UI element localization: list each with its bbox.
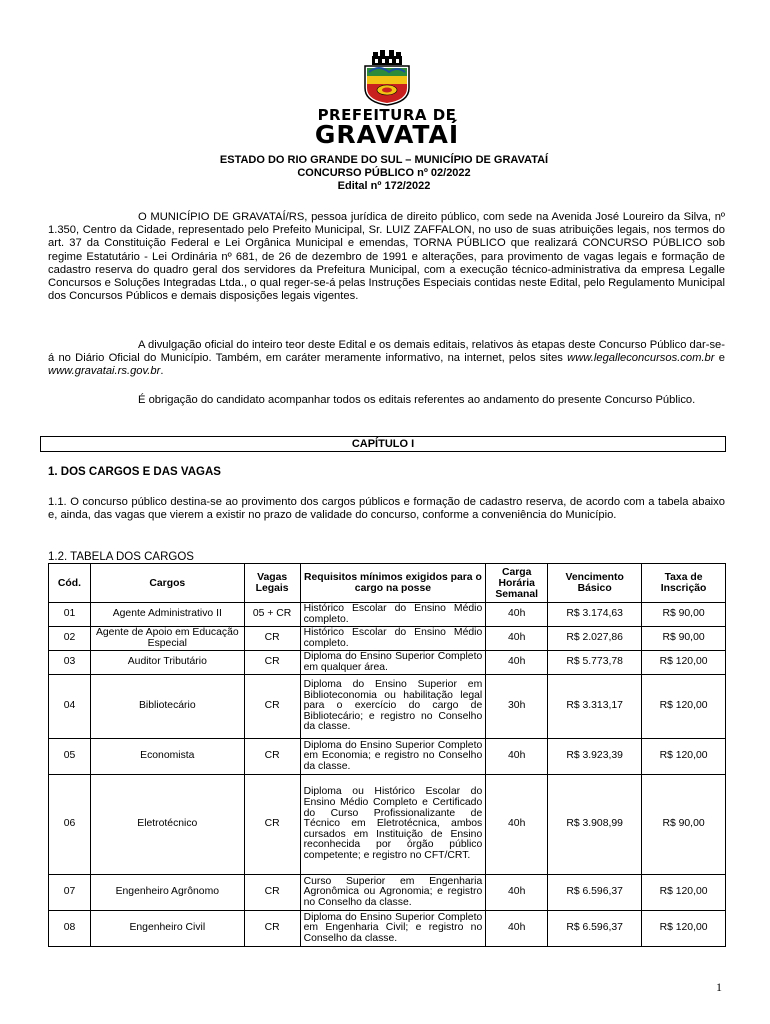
cell-cod: 08 bbox=[49, 911, 91, 947]
cell-vagas: CR bbox=[244, 675, 300, 739]
cell-cargo: Agente de Apoio em Educação Especial bbox=[90, 627, 244, 651]
cell-cargo: Engenheiro Civil bbox=[90, 911, 244, 947]
site-link-gravatai[interactable]: www.gravatai.rs.gov.br bbox=[48, 365, 161, 378]
cell-requisitos: Histórico Escolar do Ensino Médio completo. bbox=[300, 603, 486, 627]
cell-vagas: CR bbox=[244, 739, 300, 775]
cell-cargo: Economista bbox=[90, 739, 244, 775]
cell-taxa: R$ 90,00 bbox=[642, 627, 726, 651]
document-header bbox=[40, 154, 728, 193]
cell-cargo: Eletrotécnico bbox=[90, 775, 244, 875]
header-cargos: Cargos bbox=[90, 564, 244, 603]
cell-carga: 40h bbox=[486, 739, 548, 775]
cell-vagas: CR bbox=[244, 875, 300, 911]
cell-cod: 07 bbox=[49, 875, 91, 911]
cell-vagas: CR bbox=[244, 627, 300, 651]
logo-line-2: GRAVATAÍ bbox=[314, 120, 460, 149]
cell-carga: 40h bbox=[486, 651, 548, 675]
cell-taxa: R$ 90,00 bbox=[642, 775, 726, 875]
header-carga: Carga Horária Semanal bbox=[486, 564, 548, 603]
intro-paragraph-3: É obrigação do candidato acompanhar todos os editais referentes ao andamento do presente Concurso Público. bbox=[138, 394, 696, 406]
cell-carga: 30h bbox=[486, 675, 548, 739]
cell-vagas: 05 + CR bbox=[244, 603, 300, 627]
cell-vagas: CR bbox=[244, 651, 300, 675]
table-row bbox=[49, 875, 726, 911]
cell-carga: 40h bbox=[486, 627, 548, 651]
cell-vencimento: R$ 6.596,37 bbox=[548, 875, 642, 911]
cell-requisitos: Diploma do Ensino Superior Completo em Economia; e registro no Conselho da classe. bbox=[300, 739, 486, 775]
cell-cargo: Engenheiro Agrônomo bbox=[90, 875, 244, 911]
prefeitura-logo bbox=[312, 50, 462, 160]
cell-requisitos: Diploma do Ensino Superior Completo em qualquer área. bbox=[300, 651, 486, 675]
table-header-row bbox=[49, 564, 726, 603]
cell-vencimento: R$ 3.313,17 bbox=[548, 675, 642, 739]
cell-vencimento: R$ 5.773,78 bbox=[548, 651, 642, 675]
intro-paragraph-2-connector: e bbox=[714, 352, 725, 365]
cell-carga: 40h bbox=[486, 911, 548, 947]
cell-requisitos: Histórico Escolar do Ensino Médio completo. bbox=[300, 627, 486, 651]
cell-cod: 05 bbox=[49, 739, 91, 775]
cell-requisitos: Diploma do Ensino Superior em Biblioteconomia ou habilitação legal para o exercício do cargo de Bibliotecário; e registro no Conselho da classe. bbox=[300, 675, 486, 739]
cell-taxa: R$ 120,00 bbox=[642, 651, 726, 675]
chapter-heading: CAPÍTULO I bbox=[40, 436, 726, 452]
table-row bbox=[49, 739, 726, 775]
header-vagas: Vagas Legais bbox=[244, 564, 300, 603]
table-row bbox=[49, 911, 726, 947]
header-contest-line: CONCURSO PÚBLICO nº 02/2022 bbox=[297, 167, 471, 179]
cell-carga: 40h bbox=[486, 875, 548, 911]
header-cod: Cód. bbox=[49, 564, 91, 603]
cell-taxa: R$ 120,00 bbox=[642, 911, 726, 947]
cell-vencimento: R$ 2.027,86 bbox=[548, 627, 642, 651]
intro-paragraph-2 bbox=[48, 339, 725, 379]
cell-cod: 06 bbox=[49, 775, 91, 875]
cell-requisitos: Diploma ou Histórico Escolar do Ensino Médio Completo e Certificado do Curso Profissionalizante de Técnico em Eletrotécnica, ambos cursados em Instituição de Ensino reconhecida por órgão público competente; e registro no CFT/CRT. bbox=[300, 775, 486, 875]
cell-cargo: Bibliotecário bbox=[90, 675, 244, 739]
table-row bbox=[49, 627, 726, 651]
table-row bbox=[49, 603, 726, 627]
cell-taxa: R$ 90,00 bbox=[642, 603, 726, 627]
page-number: 1 bbox=[716, 980, 722, 994]
intro-paragraph-1: O MUNICÍPIO DE GRAVATAÍ/RS, pessoa jurídica de direito público, com sede na Avenida José Loureiro da Silva, nº 1.350, Centro da Cidade, representado pelo Prefeito Municipal, Sr. LUIZ ZAFFALON, no uso de suas atribuições legais, nos termos do art. 37 da Constituição Federal e Lei Orgânica Municipal e emendas, TORNA PÚBLICO que realizará CONCURSO PÚBLICO sob regime Estatutário - Lei Ordinária nº 681, de 26 de dezembro de 1991 e alterações, para provimento de vagas legais e formação de cadastro reserva do quadro geral dos servidores da Prefeitura Municipal, com a execução técnico-administrativa da empresa Legalle Concursos e Soluções Integradas Ltda., o qual reger-se-á pelas Instruções Especiais contidas neste Edital, pelo Regulamento Municipal dos Concursos Públicos e demais disposições legais vigentes. bbox=[48, 211, 725, 303]
cell-vagas: CR bbox=[244, 775, 300, 875]
table-row bbox=[49, 651, 726, 675]
cell-requisitos: Diploma do Ensino Superior Completo em Engenharia Civil; e registro no Conselho da classe. bbox=[300, 911, 486, 947]
cargos-table bbox=[48, 563, 726, 947]
logo-line-1: PREFEITURA DE bbox=[317, 106, 457, 124]
coat-of-arms-icon bbox=[359, 50, 415, 106]
intro-paragraph-2-end: . bbox=[160, 365, 164, 378]
table-row bbox=[49, 775, 726, 875]
table-row bbox=[49, 675, 726, 739]
cell-cargo: Agente Administrativo II bbox=[90, 603, 244, 627]
cell-cod: 04 bbox=[49, 675, 91, 739]
cell-carga: 40h bbox=[486, 603, 548, 627]
cell-carga: 40h bbox=[486, 775, 548, 875]
site-link-legalle[interactable]: www.legalleconcursos.com.br bbox=[567, 352, 715, 365]
section-title: 1. DOS CARGOS E DAS VAGAS bbox=[48, 466, 221, 478]
cell-requisitos: Curso Superior em Engenharia Agronômica ou Agronomia; e registro no Conselho da classe. bbox=[300, 875, 486, 911]
cell-cod: 02 bbox=[49, 627, 91, 651]
cell-taxa: R$ 120,00 bbox=[642, 875, 726, 911]
header-edital-line: Edital nº 172/2022 bbox=[337, 180, 431, 192]
section-paragraph: 1.1. O concurso público destina-se ao provimento dos cargos públicos e formação de cadastro reserva, de acordo com a tabela abaixo e, ainda, das vagas que vierem a existir no prazo de validade do concurso, conforme a conveniência do Município. bbox=[48, 496, 725, 522]
cell-vencimento: R$ 3.174,63 bbox=[548, 603, 642, 627]
header-state-line: ESTADO DO RIO GRANDE DO SUL – MUNICÍPIO DE GRAVATAÍ bbox=[219, 154, 549, 166]
table-caption: 1.2. TABELA DOS CARGOS bbox=[48, 551, 194, 563]
header-taxa: Taxa de Inscrição bbox=[642, 564, 726, 603]
cell-taxa: R$ 120,00 bbox=[642, 675, 726, 739]
cell-vencimento: R$ 3.923,39 bbox=[548, 739, 642, 775]
header-vencimento: Vencimento Básico bbox=[548, 564, 642, 603]
intro-paragraph-2-text: A divulgação oficial do inteiro teor deste Edital e os demais editais, relativos às etapas deste Concurso Público dar-se-á no Diário Oficial do Município. Também, em caráter meramente informativo, na internet, pelos sites bbox=[48, 339, 725, 365]
cell-cod: 01 bbox=[49, 603, 91, 627]
cell-vencimento: R$ 6.596,37 bbox=[548, 911, 642, 947]
cell-vencimento: R$ 3.908,99 bbox=[548, 775, 642, 875]
cell-cargo: Auditor Tributário bbox=[90, 651, 244, 675]
header-requisitos: Requisitos mínimos exigidos para o cargo na posse bbox=[300, 564, 486, 603]
cell-cod: 03 bbox=[49, 651, 91, 675]
cell-taxa: R$ 120,00 bbox=[642, 739, 726, 775]
cell-vagas: CR bbox=[244, 911, 300, 947]
